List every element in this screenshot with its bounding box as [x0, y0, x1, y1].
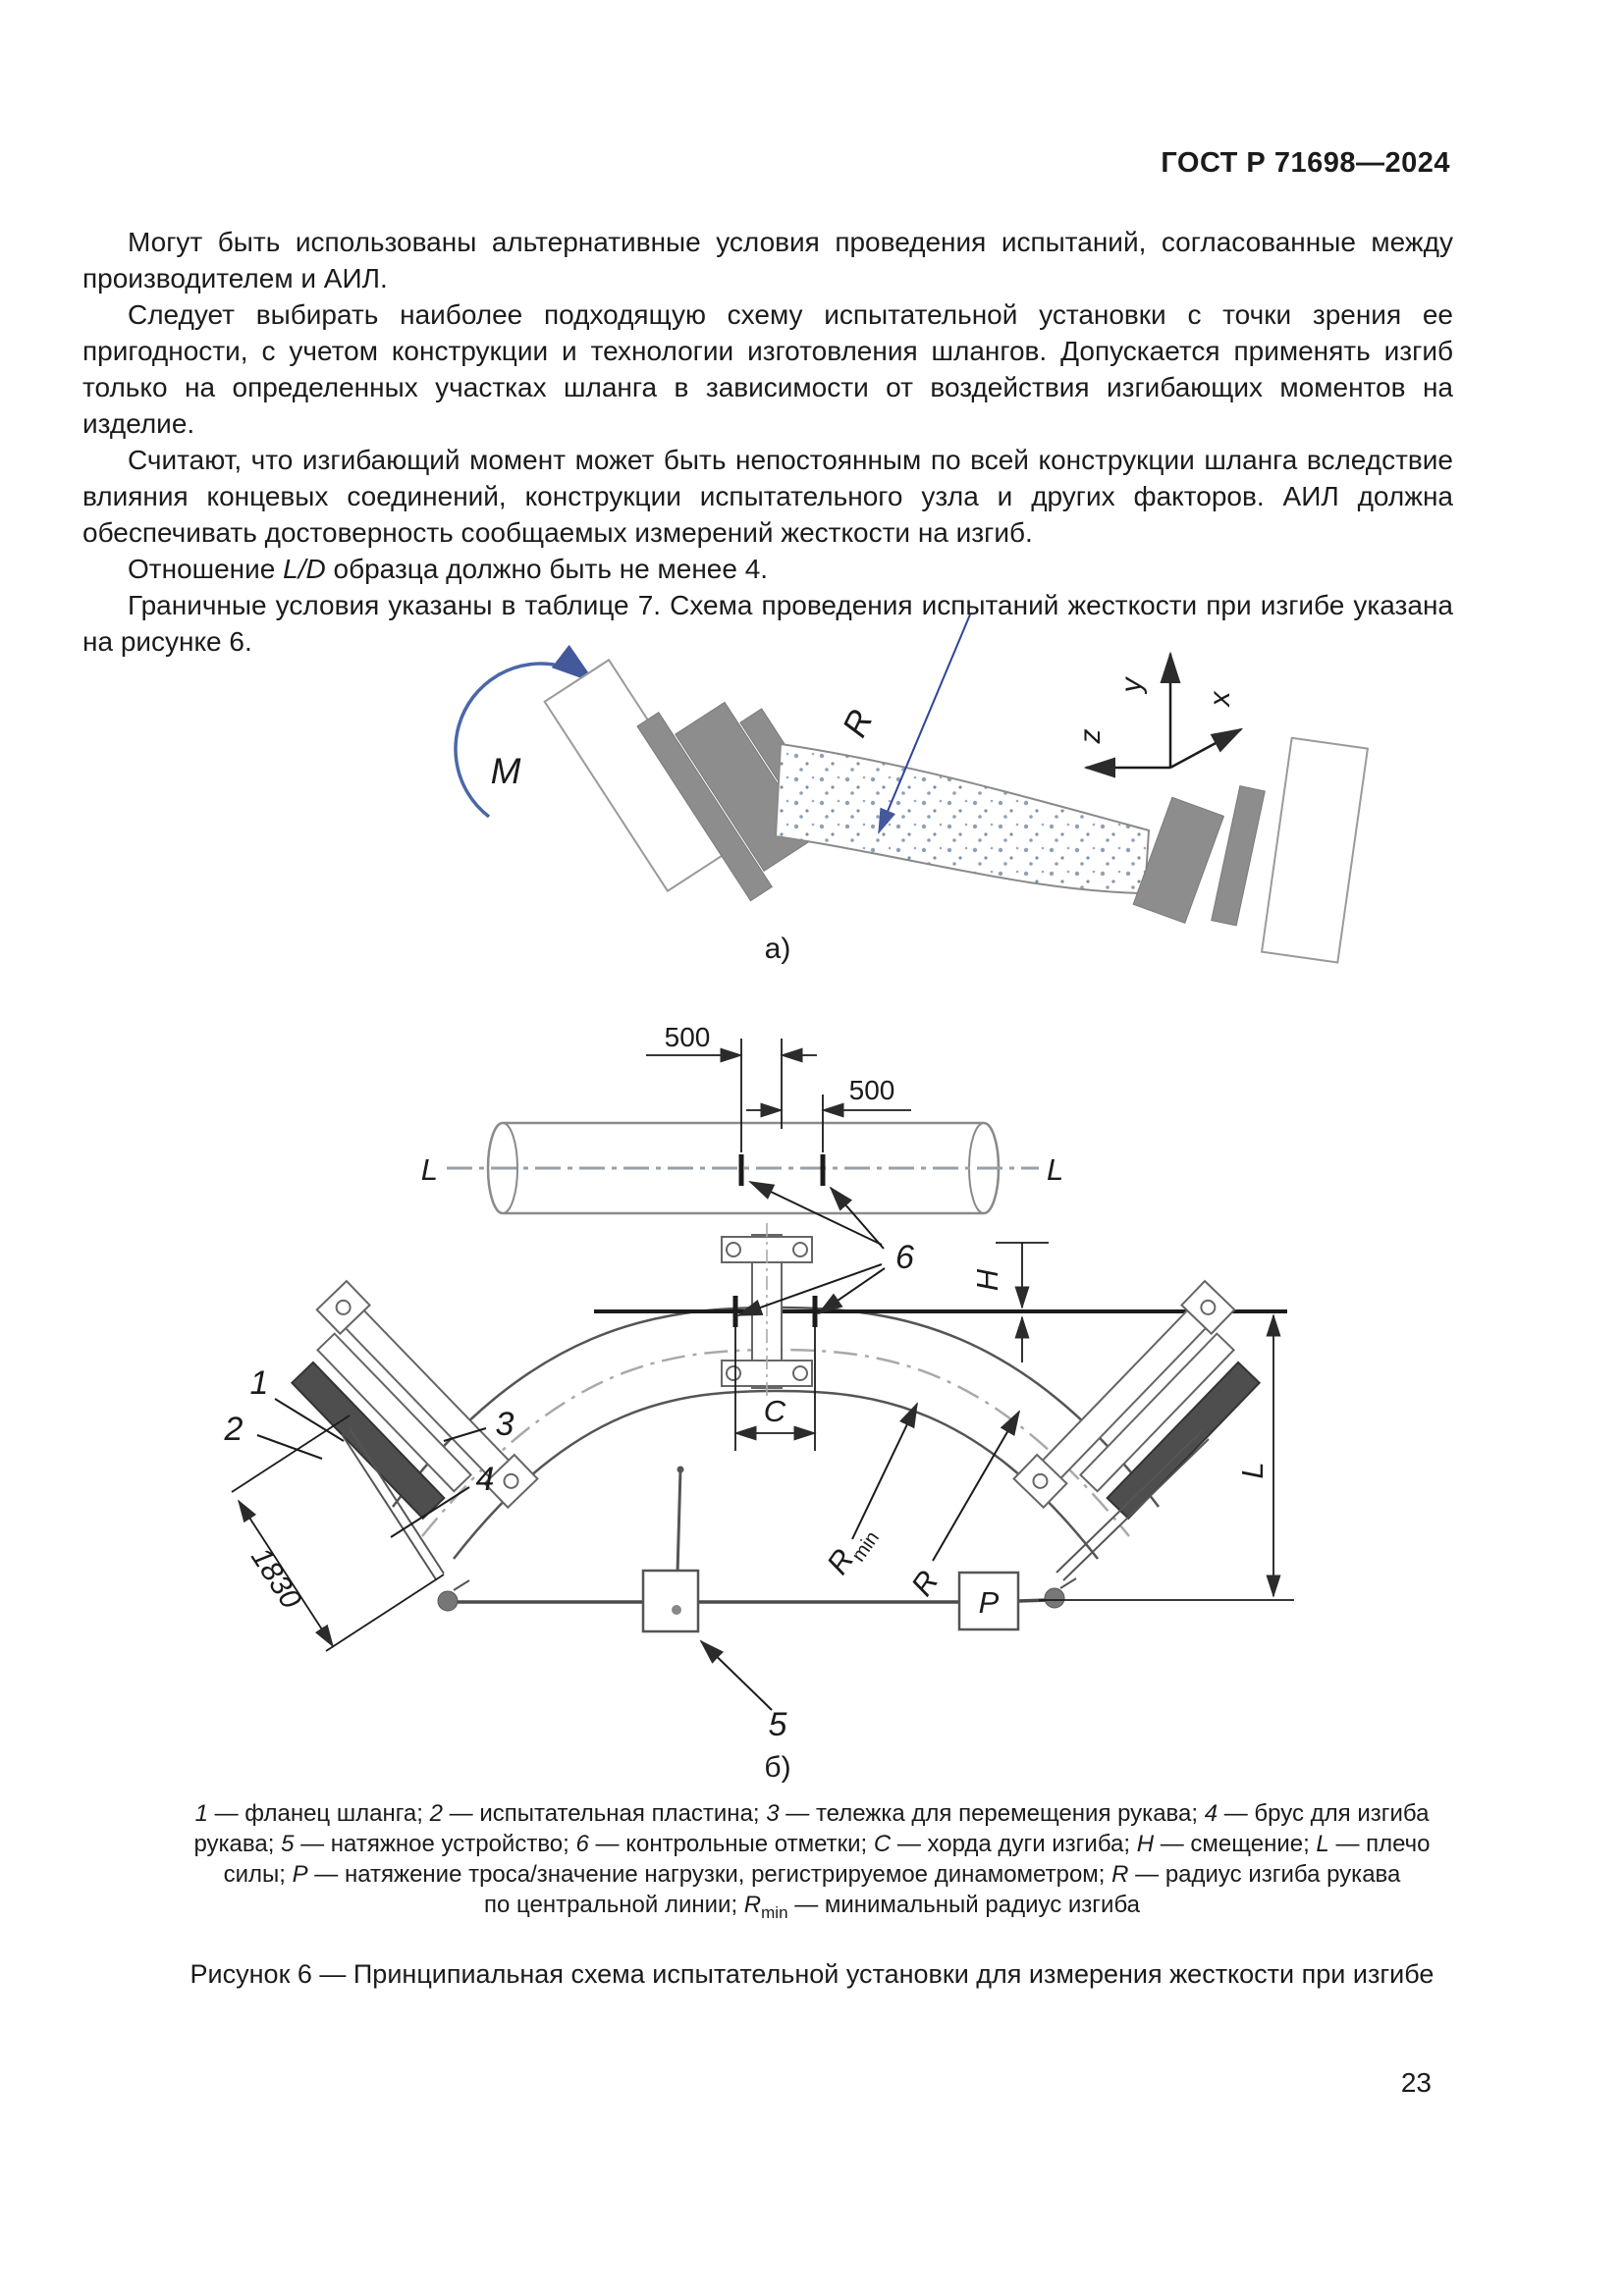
label5-leader	[701, 1641, 772, 1710]
paragraph-4: Отношение L/D образца должно быть не менее 4.	[128, 554, 769, 584]
turnbuckle-pin	[672, 1605, 681, 1615]
figure-a-bent-hose-diagram	[0, 609, 1624, 1001]
left-anchor-hook	[454, 1580, 469, 1590]
dim-500-left: 500	[664, 1022, 711, 1052]
legend-line-4: по центральной линии; $R_{min}$ — минимальный радиус изгиба	[484, 1892, 1140, 1922]
marks-label: 6	[895, 1239, 914, 1276]
label-2: 2	[224, 1411, 244, 1448]
legend-line-3: силы; P — натяжение троса/значение нагрузки, регистрируемое динамометром; R — радиус изгиба рукава	[223, 1861, 1401, 1888]
figure-b-sublabel: б)	[764, 1751, 791, 1784]
label-4: 4	[475, 1461, 495, 1498]
legend-line-1: 1 — фланец шланга; 2 — испытательная пластина; 3 — тележка для перемещения рукава; 4 — брус для изгиба	[194, 1800, 1430, 1827]
right-anchor-hook	[1060, 1578, 1076, 1588]
right-anchor	[1045, 1588, 1064, 1608]
axis-x-label: x	[1204, 691, 1236, 707]
legend-line-2: рукава; 5 — натяжное устройство; 6 — контрольные отметки; C — хорда дуги изгиба; H — смещение; L — плечо	[193, 1831, 1431, 1857]
load-label: P	[978, 1585, 1000, 1620]
doc-code: ГОСТ Р 71698—2024	[1161, 147, 1450, 179]
radius-label: R	[835, 704, 881, 743]
page-number: 23	[1400, 2067, 1432, 2098]
paragraph-5: Граничные условия указаны в таблице 7. Схема проведения испытаний жесткости при изгибе указана на рисунке 6.	[82, 590, 1453, 657]
axis-z-label: z	[1074, 728, 1107, 744]
radius-label-b: R	[904, 1564, 946, 1603]
axis-y-label: y	[1115, 677, 1148, 693]
label-3: 3	[495, 1406, 514, 1443]
coordinate-axes	[1086, 654, 1241, 768]
figure-b-test-rig-diagram	[0, 1001, 1624, 1787]
figure-caption: Рисунок 6 — Принципиальная схема испытательной установки для измерения жесткости при изгибе	[189, 1959, 1435, 1989]
centerline-label-left: L	[420, 1152, 438, 1187]
moment-label: M	[490, 751, 521, 791]
dim-1830-label: 1830	[244, 1541, 307, 1615]
turnbuckle-rod-tip	[677, 1467, 684, 1473]
right-flange-plate	[1262, 738, 1368, 963]
right-collar	[1212, 786, 1266, 926]
label-1: 1	[249, 1364, 269, 1402]
body-text	[82, 224, 1453, 660]
paragraph-2: Следует выбирать наиболее подходящую схему испытательной установки с точки зрения ее пригодности, с учетом конструкции и технологии изготовления шлангов. Допускается применять изгиб только на определенных участках шланга в зависимости от воздействия изгибающих моментов на изделие.	[82, 299, 1453, 439]
left-anchor	[438, 1591, 458, 1611]
paragraph-3: Считают, что изгибающий момент может быть непостоянным по всей конструкции шланга вследствие влияния концевых соединений, конструкции испытательного узла и других факторов. АИЛ должна обеспечивать достоверность сообщаемых измерений жесткости на изгиб.	[82, 445, 1453, 548]
radius-min-arrow	[852, 1404, 917, 1539]
dim-H	[996, 1243, 1049, 1362]
offset-label: H	[970, 1268, 1004, 1292]
figure-a-sublabel: а)	[764, 933, 791, 965]
dim-1830	[232, 1415, 444, 1651]
centerline-label-right: L	[1047, 1152, 1064, 1187]
figure-legend	[123, 1798, 1501, 1928]
turnbuckle-box	[643, 1571, 698, 1631]
label-5: 5	[768, 1706, 787, 1743]
radius-min-label: $R_{min}$	[820, 1527, 884, 1581]
dim-500-right: 500	[848, 1075, 895, 1105]
lever-label: L	[1235, 1462, 1270, 1479]
chord-label: C	[763, 1394, 786, 1428]
paragraph-1: Могут быть использованы альтернативные условия проведения испытаний, согласованные между производителем и АИЛ.	[82, 227, 1453, 294]
